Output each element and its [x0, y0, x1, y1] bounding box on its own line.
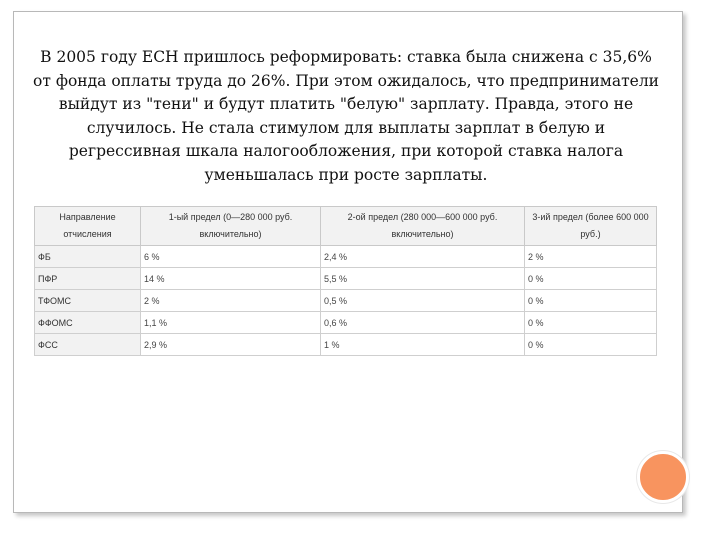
decorative-circle [637, 451, 689, 503]
cell: 0 % [525, 312, 657, 334]
header-limit-3: 3-ий предел (более 600 000 руб.) [525, 207, 657, 246]
cell: 0 % [525, 334, 657, 356]
row-label: ПФР [35, 268, 141, 290]
header-direction: Направление отчисления [35, 207, 141, 246]
row-label: ФБ [35, 246, 141, 268]
row-label: ФФОМС [35, 312, 141, 334]
cell: 2,9 % [141, 334, 321, 356]
cell: 14 % [141, 268, 321, 290]
table-header-row [35, 207, 657, 246]
cell: 0 % [525, 268, 657, 290]
body-paragraph: В 2005 году ЕСН пришлось реформировать: ставка была снижена с 35,6% от фонда оплаты труда до 26%. При этом ожидалось, что предприниматели выйдут из "тени" и будут платить "белую" зарплату. Правда, этого не случилось. Не стала стимулом для выплаты зарплат в белую и регрессивная шкала налогообложения, при которой ставка налога уменьшалась при росте зарплаты. [32, 48, 659, 184]
header-limit-1: 1-ый предел (0—280 000 руб. включительно) [141, 207, 321, 246]
tax-rate-table [34, 206, 657, 356]
tax-rate-table-container [34, 206, 656, 350]
cell: 0,5 % [321, 290, 525, 312]
cell: 5,5 % [321, 268, 525, 290]
cell: 0,6 % [321, 312, 525, 334]
table-row [35, 246, 657, 268]
table-row [35, 290, 657, 312]
cell: 6 % [141, 246, 321, 268]
header-limit-2: 2-ой предел (280 000—600 000 руб. включительно) [321, 207, 525, 246]
row-label: ФСС [35, 334, 141, 356]
table-row [35, 334, 657, 356]
cell: 1 % [321, 334, 525, 356]
table-row [35, 312, 657, 334]
cell: 2,4 % [321, 246, 525, 268]
cell: 0 % [525, 290, 657, 312]
cell: 2 % [525, 246, 657, 268]
row-label: ТФОМС [35, 290, 141, 312]
table-row [35, 268, 657, 290]
cell: 1,1 % [141, 312, 321, 334]
cell: 2 % [141, 290, 321, 312]
